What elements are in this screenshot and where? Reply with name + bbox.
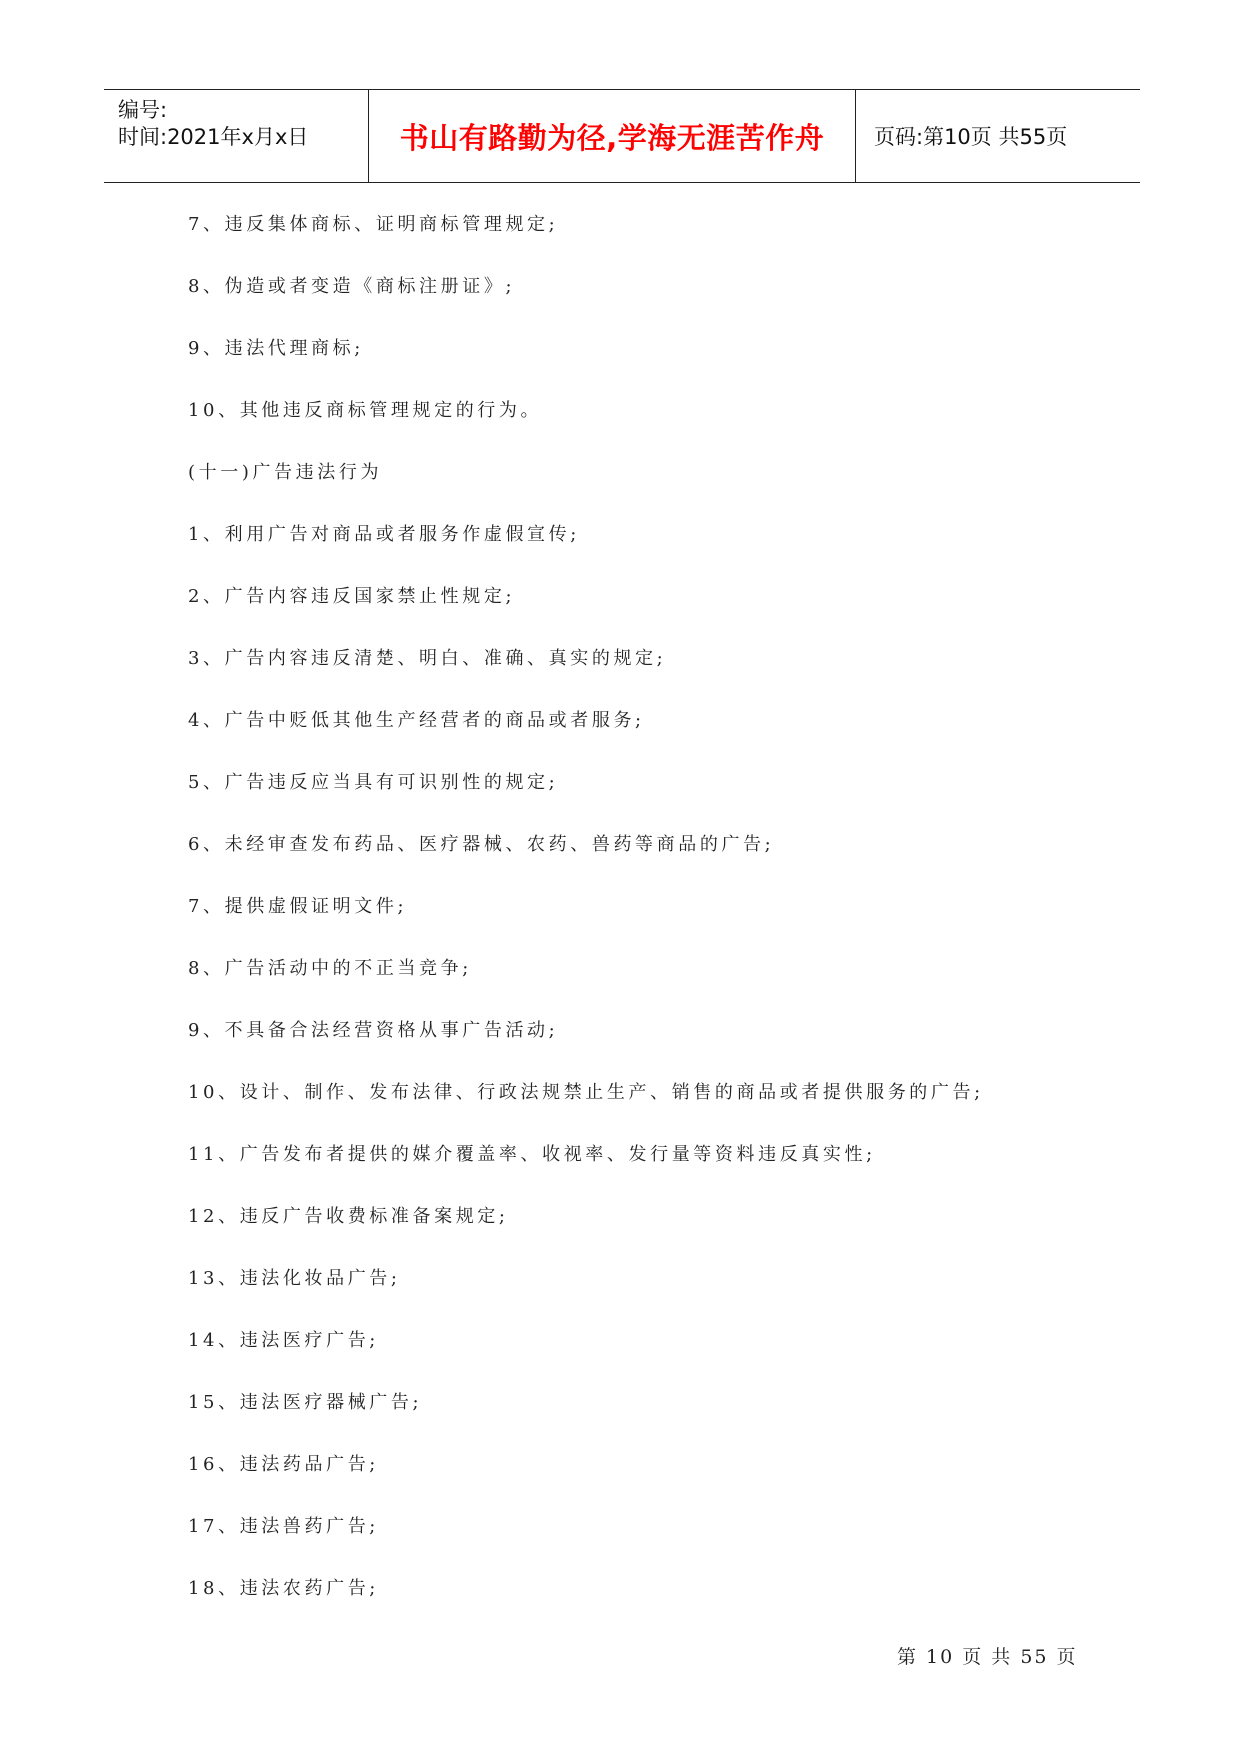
page-footer-indicator: 第 10 页 共 55 页 xyxy=(897,1646,1078,1668)
list-item: 10、其他违反商标管理规定的行为。 xyxy=(188,400,543,421)
list-item: 15、违法医疗器械广告; xyxy=(188,1392,423,1413)
list-item: 14、违法医疗广告; xyxy=(188,1330,379,1351)
list-item: 12、违反广告收费标准备案规定; xyxy=(188,1206,509,1227)
section-heading: (十一)广告违法行为 xyxy=(188,462,383,483)
header-page-cell xyxy=(856,90,1140,182)
list-item: 7、违反集体商标、证明商标管理规定; xyxy=(188,214,559,235)
list-item: 5、广告违反应当具有可识别性的规定; xyxy=(188,772,559,793)
list-item: 8、伪造或者变造《商标注册证》; xyxy=(188,276,516,297)
list-item: 13、违法化妆品广告; xyxy=(188,1268,401,1289)
list-item: 9、不具备合法经营资格从事广告活动; xyxy=(188,1020,559,1041)
document-number-label: 编号: xyxy=(118,98,168,122)
list-item: 10、设计、制作、发布法律、行政法规禁止生产、销售的商品或者提供服务的广告; xyxy=(188,1082,984,1103)
list-item: 4、广告中贬低其他生产经营者的商品或者服务; xyxy=(188,710,645,731)
list-item: 8、广告活动中的不正当竞争; xyxy=(188,958,472,979)
list-item: 3、广告内容违反清楚、明白、准确、真实的规定; xyxy=(188,648,667,669)
list-item: 9、违法代理商标; xyxy=(188,338,364,359)
header-page-code: 页码:第10页 共55页 xyxy=(874,125,1068,149)
list-item: 11、广告发布者提供的媒介覆盖率、收视率、发行量等资料违反真实性; xyxy=(188,1144,876,1165)
list-item: 17、违法兽药广告; xyxy=(188,1516,379,1537)
header-motto-cell xyxy=(369,90,856,182)
header-motto: 书山有路勤为径,学海无涯苦作舟 xyxy=(399,120,825,155)
document-header xyxy=(104,89,1140,183)
list-item: 1、利用广告对商品或者服务作虚假宣传; xyxy=(188,524,580,545)
header-meta-cell xyxy=(104,90,369,182)
list-item: 18、违法农药广告; xyxy=(188,1578,379,1599)
list-item: 16、违法药品广告; xyxy=(188,1454,379,1475)
list-item: 2、广告内容违反国家禁止性规定; xyxy=(188,586,516,607)
list-item: 6、未经审查发布药品、医疗器械、农药、兽药等商品的广告; xyxy=(188,834,775,855)
document-time-label: 时间:2021年x月x日 xyxy=(118,125,309,149)
document-body xyxy=(188,212,1088,1638)
list-item: 7、提供虚假证明文件; xyxy=(188,896,408,917)
